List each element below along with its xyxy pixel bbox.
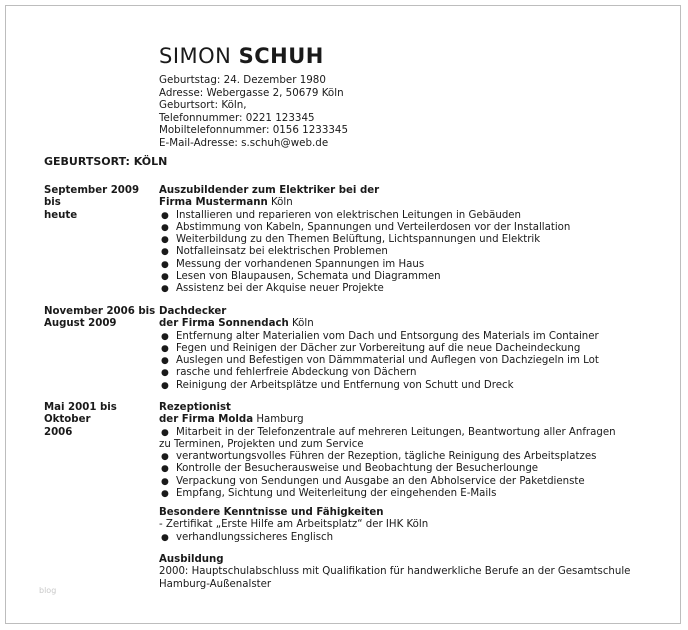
skills-section (159, 507, 659, 544)
phone-line: Telefonnummer: 0221 123345 (159, 111, 315, 124)
skills-title: Besondere Kenntnisse und Fähigkeiten (159, 507, 384, 518)
list-item: ● Installieren und reparieren von elektrischen Leitungen in Gebäuden (159, 210, 669, 222)
job-date (44, 402, 156, 439)
email-line: E-Mail-Adresse: s.schuh@web.de (159, 136, 329, 149)
contact-details (159, 74, 348, 150)
section-heading: GEBURTSORT: KÖLN (44, 155, 168, 168)
list-item: ● verantwortungsvolles Führen der Rezeption, tägliche Reinigung des Arbeitsplatzes (159, 451, 669, 463)
education-line: Hamburg-Außenalster (159, 578, 272, 590)
job-body (159, 306, 669, 392)
job-body (159, 185, 669, 296)
company-name: der Firma Sonnendach (159, 318, 289, 330)
watermark: blog (39, 586, 57, 595)
job-duties (159, 210, 669, 296)
job-title: Dachdecker (159, 306, 227, 317)
job-date-end: heute (44, 209, 78, 221)
list-item: ● Assistenz bei der Akquise neuer Projekte (159, 283, 669, 295)
job-title: Auszubildender zum Elektriker bei der (159, 185, 380, 196)
list-item: ● rasche und fehlerfreie Abdeckung von Dächern (159, 367, 669, 379)
list-item: ● Notfalleinsatz bei elektrischen Problemen (159, 246, 669, 258)
address-line: Adresse: Webergasse 2, 50679 Köln (159, 86, 344, 99)
first-name: SIMON (159, 44, 232, 68)
job-date-start: November 2006 bis (44, 306, 156, 317)
company-city: Köln (288, 318, 314, 330)
job-company (159, 414, 669, 426)
list-item: ● Verpackung von Sendungen und Ausgabe an den Abholservice der Paketdienste (159, 476, 669, 488)
list-item: ● Lesen von Blaupausen, Schemata und Diagrammen (159, 271, 669, 283)
person-name (159, 44, 348, 68)
job-date-start: September 2009 bis (44, 185, 140, 209)
list-item: ● Entfernung alter Materialien vom Dach und Entsorgung des Materials im Container (159, 331, 669, 343)
list-item: ● Auslegen und Befestigen von Dämmmaterial und Auflegen von Dachziegeln im Lot (159, 355, 669, 367)
birthday-line: Geburtstag: 24. Dezember 1980 (159, 74, 326, 86)
skills-list (159, 532, 659, 544)
job-company (159, 318, 669, 330)
skills-line: - Zertifikat „Erste Hilfe am Arbeitsplatz“ der IHK Köln (159, 519, 429, 531)
job-date-end: August 2009 (44, 318, 117, 330)
company-city: Köln (267, 197, 293, 209)
resume-header (159, 44, 348, 150)
list-item-continuation: zu Terminen, Projekten und zum Service (159, 438, 364, 450)
list-item: ● Abstimmung von Kabeln, Spannungen und Verteilerdosen vor der Installation (159, 222, 669, 234)
list-item: ● Fegen und Reinigen der Dächer zur Vorbereitung auf die neue Dacheindeckung (159, 343, 669, 355)
company-name: der Firma Molda (159, 414, 254, 426)
job-date (44, 185, 156, 222)
list-item: ● Messung der vorhandenen Spannungen im Haus (159, 259, 669, 271)
last-name: SCHUH (238, 44, 324, 68)
list-item: ● Reinigung der Arbeitsplätze und Entfernung von Schutt und Dreck (159, 380, 669, 392)
education-line: 2000: Hauptschulabschluss mit Qualifikation für handwerkliche Berufe an der Gesamtschule (159, 566, 631, 578)
job-date-end: 2006 (44, 426, 73, 438)
education-section (159, 554, 659, 591)
list-item: ● Mitarbeit in der Telefonzentrale auf mehreren Leitungen, Beantwortung aller Anfragen (159, 427, 669, 439)
job-company (159, 197, 669, 209)
job-duties (159, 331, 669, 392)
list-item: ● verhandlungssicheres Englisch (159, 532, 659, 544)
list-item: ● Weiterbildung zu den Themen Belüftung, Lichtspannungen und Elektrik (159, 234, 669, 246)
job-duties (159, 427, 669, 501)
mobile-line: Mobiltelefonnummer: 0156 1233345 (159, 124, 349, 137)
job-date-start: Mai 2001 bis Oktober (44, 402, 117, 426)
list-item: ● Empfang, Sichtung und Weiterleitung der eingehenden E-Mails (159, 488, 669, 500)
job-date (44, 306, 156, 331)
job-title: Rezeptionist (159, 402, 231, 413)
birthplace-line: Geburtsort: Köln, (159, 99, 247, 112)
job-body (159, 402, 669, 500)
company-name: Firma Mustermann (159, 197, 268, 209)
list-item: ● Kontrolle der Besucherausweise und Beobachtung der Besucherlounge (159, 463, 669, 475)
education-title: Ausbildung (159, 554, 224, 565)
company-city: Hamburg (253, 414, 304, 426)
document-page (5, 5, 681, 624)
